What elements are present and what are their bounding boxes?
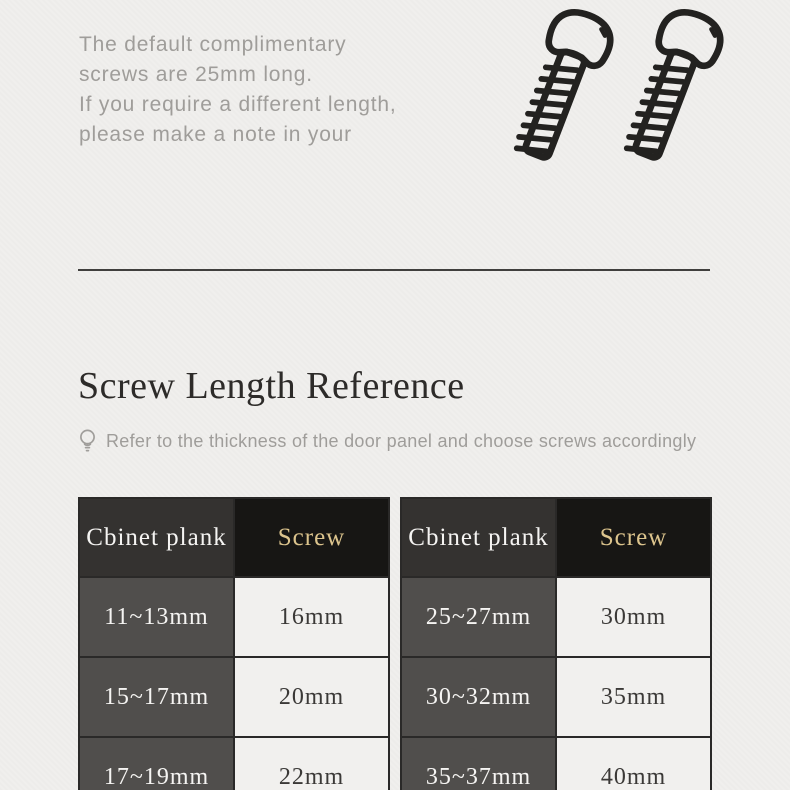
- screw-table-right: [400, 497, 712, 790]
- lightbulb-icon: [78, 428, 97, 454]
- header-cabinet-plank: Cbinet plank: [79, 498, 234, 577]
- screw-length-cell: 40mm: [556, 737, 711, 790]
- plank-range-cell: 25~27mm: [401, 577, 556, 657]
- table-row: [401, 577, 711, 657]
- table-row: [79, 657, 389, 737]
- screw-length-cell: 20mm: [234, 657, 389, 737]
- table-row: [401, 657, 711, 737]
- screw-length-cell: 16mm: [234, 577, 389, 657]
- table-header-row: [79, 498, 389, 577]
- screw-table-left: [78, 497, 390, 790]
- table-row: [79, 737, 389, 790]
- divider: [78, 269, 710, 271]
- plank-range-cell: 17~19mm: [79, 737, 234, 790]
- screw-icon: [596, 6, 746, 178]
- header-screw: Screw: [556, 498, 711, 577]
- table-row: [401, 737, 711, 790]
- screw-length-cell: 22mm: [234, 737, 389, 790]
- screw-length-cell: 35mm: [556, 657, 711, 737]
- plank-range-cell: 11~13mm: [79, 577, 234, 657]
- intro-line-1: The default complimentary: [79, 33, 347, 56]
- plank-range-cell: 35~37mm: [401, 737, 556, 790]
- screws-illustration: [486, 6, 746, 178]
- screw-length-cell: 30mm: [556, 577, 711, 657]
- plank-range-cell: 30~32mm: [401, 657, 556, 737]
- tip-row: [78, 428, 696, 454]
- intro-line-2: screws are 25mm long.: [79, 63, 313, 86]
- intro-note: [79, 30, 397, 150]
- section-title: Screw Length Reference: [78, 365, 465, 407]
- table-row: [79, 577, 389, 657]
- intro-line-3: If you require a different length,: [79, 93, 397, 116]
- intro-line-4: please make a note in your: [79, 123, 352, 146]
- header-screw: Screw: [234, 498, 389, 577]
- table-header-row: [401, 498, 711, 577]
- header-cabinet-plank: Cbinet plank: [401, 498, 556, 577]
- plank-range-cell: 15~17mm: [79, 657, 234, 737]
- tip-text: Refer to the thickness of the door panel and choose screws accordingly: [106, 430, 697, 451]
- reference-tables: [78, 497, 712, 790]
